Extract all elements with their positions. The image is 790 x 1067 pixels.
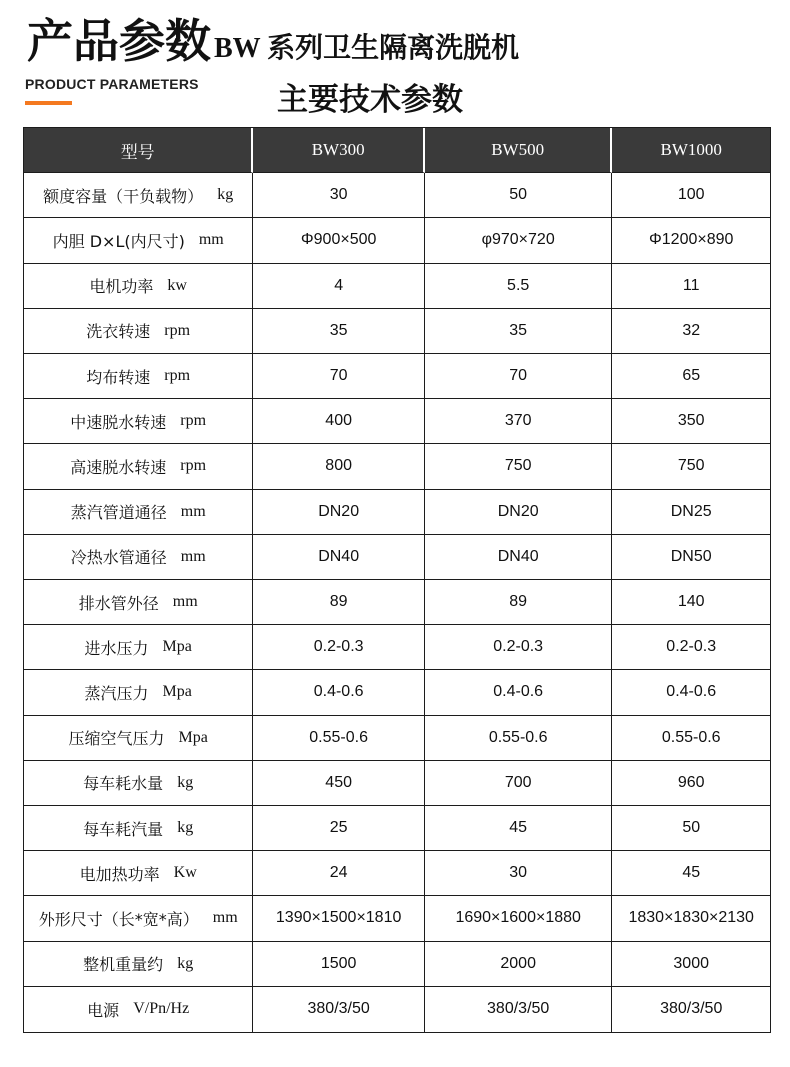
value-cell: 0.2-0.3 (612, 625, 770, 670)
param-name: 电源 (87, 1000, 120, 1020)
spec-table (23, 127, 771, 1033)
accent-underline (25, 101, 72, 105)
row-label-cell (24, 309, 253, 354)
value-cell: 1830×1830×2130 (612, 896, 770, 941)
value-cell: 45 (612, 851, 770, 896)
english-subtitle: PRODUCT PARAMETERS (25, 76, 199, 92)
value-cell: 0.2-0.3 (253, 625, 425, 670)
param-name: 冷热水管通径 (70, 548, 167, 568)
value-cell: 0.55-0.6 (425, 716, 613, 761)
param-unit: mm (172, 593, 198, 611)
header-cell-bw300: BW300 (253, 128, 425, 173)
value-cell: 35 (425, 309, 613, 354)
row-label-cell (24, 218, 253, 263)
value-cell: 4 (253, 264, 425, 309)
value-cell: Φ1200×890 (612, 218, 770, 263)
param-name: 压缩空气压力 (68, 729, 165, 749)
value-cell: 65 (612, 354, 770, 399)
value-cell: 400 (253, 399, 425, 444)
value-cell: 35 (253, 309, 425, 354)
param-name: 内胆 D×L(内尺寸) (52, 231, 185, 251)
page-title: 产品参数 (27, 14, 211, 68)
value-cell: 750 (612, 444, 770, 489)
value-cell: 960 (612, 761, 770, 806)
value-cell: 70 (253, 354, 425, 399)
value-cell: 50 (425, 173, 613, 218)
row-label-cell (24, 987, 253, 1032)
value-cell: 370 (425, 399, 613, 444)
value-cell: 700 (425, 761, 613, 806)
param-unit: mm (212, 909, 238, 927)
param-name: 高速脱水转速 (70, 457, 167, 477)
param-name: 电机功率 (89, 277, 154, 297)
value-cell: Φ900×500 (253, 218, 425, 263)
value-cell: 2000 (425, 942, 613, 987)
value-cell: 5.5 (425, 264, 613, 309)
param-name: 蒸汽管道通径 (70, 503, 167, 523)
value-cell: 380/3/50 (253, 987, 425, 1032)
value-cell: 25 (253, 806, 425, 851)
param-unit: rpm (180, 412, 207, 430)
row-label-cell (24, 625, 253, 670)
value-cell: 32 (612, 309, 770, 354)
value-cell: DN20 (253, 490, 425, 535)
value-cell: 30 (253, 173, 425, 218)
value-cell: 89 (425, 580, 613, 625)
value-cell: DN40 (253, 535, 425, 580)
row-label-cell (24, 399, 253, 444)
param-unit: kw (167, 276, 187, 294)
header-cell-model: 型号 (24, 128, 253, 173)
value-cell: 50 (612, 806, 770, 851)
param-name: 洗衣转速 (86, 322, 151, 342)
value-cell: 89 (253, 580, 425, 625)
param-name: 均布转速 (86, 367, 151, 387)
value-cell: 30 (425, 851, 613, 896)
row-label-cell (24, 490, 253, 535)
row-label-cell (24, 535, 253, 580)
value-cell: 0.4-0.6 (253, 670, 425, 715)
value-cell: 1690×1600×1880 (425, 896, 613, 941)
param-unit: Mpa (178, 728, 208, 746)
param-name: 每车耗水量 (83, 774, 164, 794)
param-unit: Mpa (162, 638, 192, 656)
header-cell-bw1000: BW1000 (612, 128, 770, 173)
value-cell: 0.55-0.6 (253, 716, 425, 761)
param-unit: rpm (180, 457, 207, 475)
value-cell: 380/3/50 (425, 987, 613, 1032)
value-cell: 0.4-0.6 (425, 670, 613, 715)
param-name: 电加热功率 (79, 864, 160, 884)
page-header (27, 14, 519, 68)
value-cell: DN50 (612, 535, 770, 580)
value-cell: 380/3/50 (660, 1000, 723, 1018)
value-cell: DN40 (425, 535, 613, 580)
value-cell: 24 (253, 851, 425, 896)
param-name: 排水管外径 (78, 593, 159, 613)
row-label-cell (24, 716, 253, 761)
value-cell: 11 (612, 264, 770, 309)
param-name: 进水压力 (84, 638, 149, 658)
param-unit: rpm (164, 367, 191, 385)
value-cell: 1500 (253, 942, 425, 987)
value-cell: 140 (612, 580, 770, 625)
param-unit: mm (180, 502, 206, 520)
row-label-cell (24, 942, 253, 987)
param-name: 整机重量约 (83, 955, 164, 975)
value-cell: 750 (425, 444, 613, 489)
param-unit: kg (177, 819, 194, 837)
row-label-cell (24, 896, 253, 941)
param-name: 额度容量（干负载物） (43, 186, 204, 206)
section-title: 主要技术参数 (277, 82, 463, 118)
value-cell: φ970×720 (425, 218, 613, 263)
value-cell: 0.4-0.6 (612, 670, 770, 715)
value-cell: 70 (425, 354, 613, 399)
series-title: BW 系列卫生隔离洗脱机 (214, 33, 520, 64)
row-label-cell (24, 670, 253, 715)
param-unit: Kw (173, 864, 197, 882)
value-cell: DN25 (612, 490, 770, 535)
value-cell: 450 (253, 761, 425, 806)
value-cell: 800 (253, 444, 425, 489)
row-label-cell (24, 761, 253, 806)
value-cell: 0.55-0.6 (612, 716, 770, 761)
row-label-cell (24, 851, 253, 896)
row-label-cell (24, 444, 253, 489)
value-cell: 3000 (612, 942, 770, 987)
value-cell: 0.2-0.3 (425, 625, 613, 670)
value-cell: 45 (425, 806, 613, 851)
row-label-cell (24, 173, 253, 218)
value-cell: 100 (612, 173, 770, 218)
value-cell: 350 (612, 399, 770, 444)
param-unit: V/Pn/Hz (133, 1000, 190, 1018)
param-unit: kg (177, 773, 194, 791)
row-label-cell (24, 264, 253, 309)
param-name: 每车耗汽量 (83, 819, 164, 839)
value-cell: DN20 (425, 490, 613, 535)
param-unit: mm (180, 547, 206, 565)
param-name: 外形尺寸（长*宽*高） (38, 909, 199, 929)
param-name: 中速脱水转速 (70, 412, 167, 432)
param-unit: kg (217, 186, 234, 204)
param-unit: rpm (164, 321, 191, 339)
param-name: 蒸汽压力 (84, 683, 149, 703)
header-cell-bw500: BW500 (425, 128, 613, 173)
row-label-cell (24, 354, 253, 399)
param-unit: mm (198, 231, 224, 249)
row-label-cell (24, 806, 253, 851)
param-unit: Mpa (162, 683, 192, 701)
row-label-cell (24, 580, 253, 625)
param-unit: kg (177, 954, 194, 972)
value-cell: 1390×1500×1810 (253, 896, 425, 941)
